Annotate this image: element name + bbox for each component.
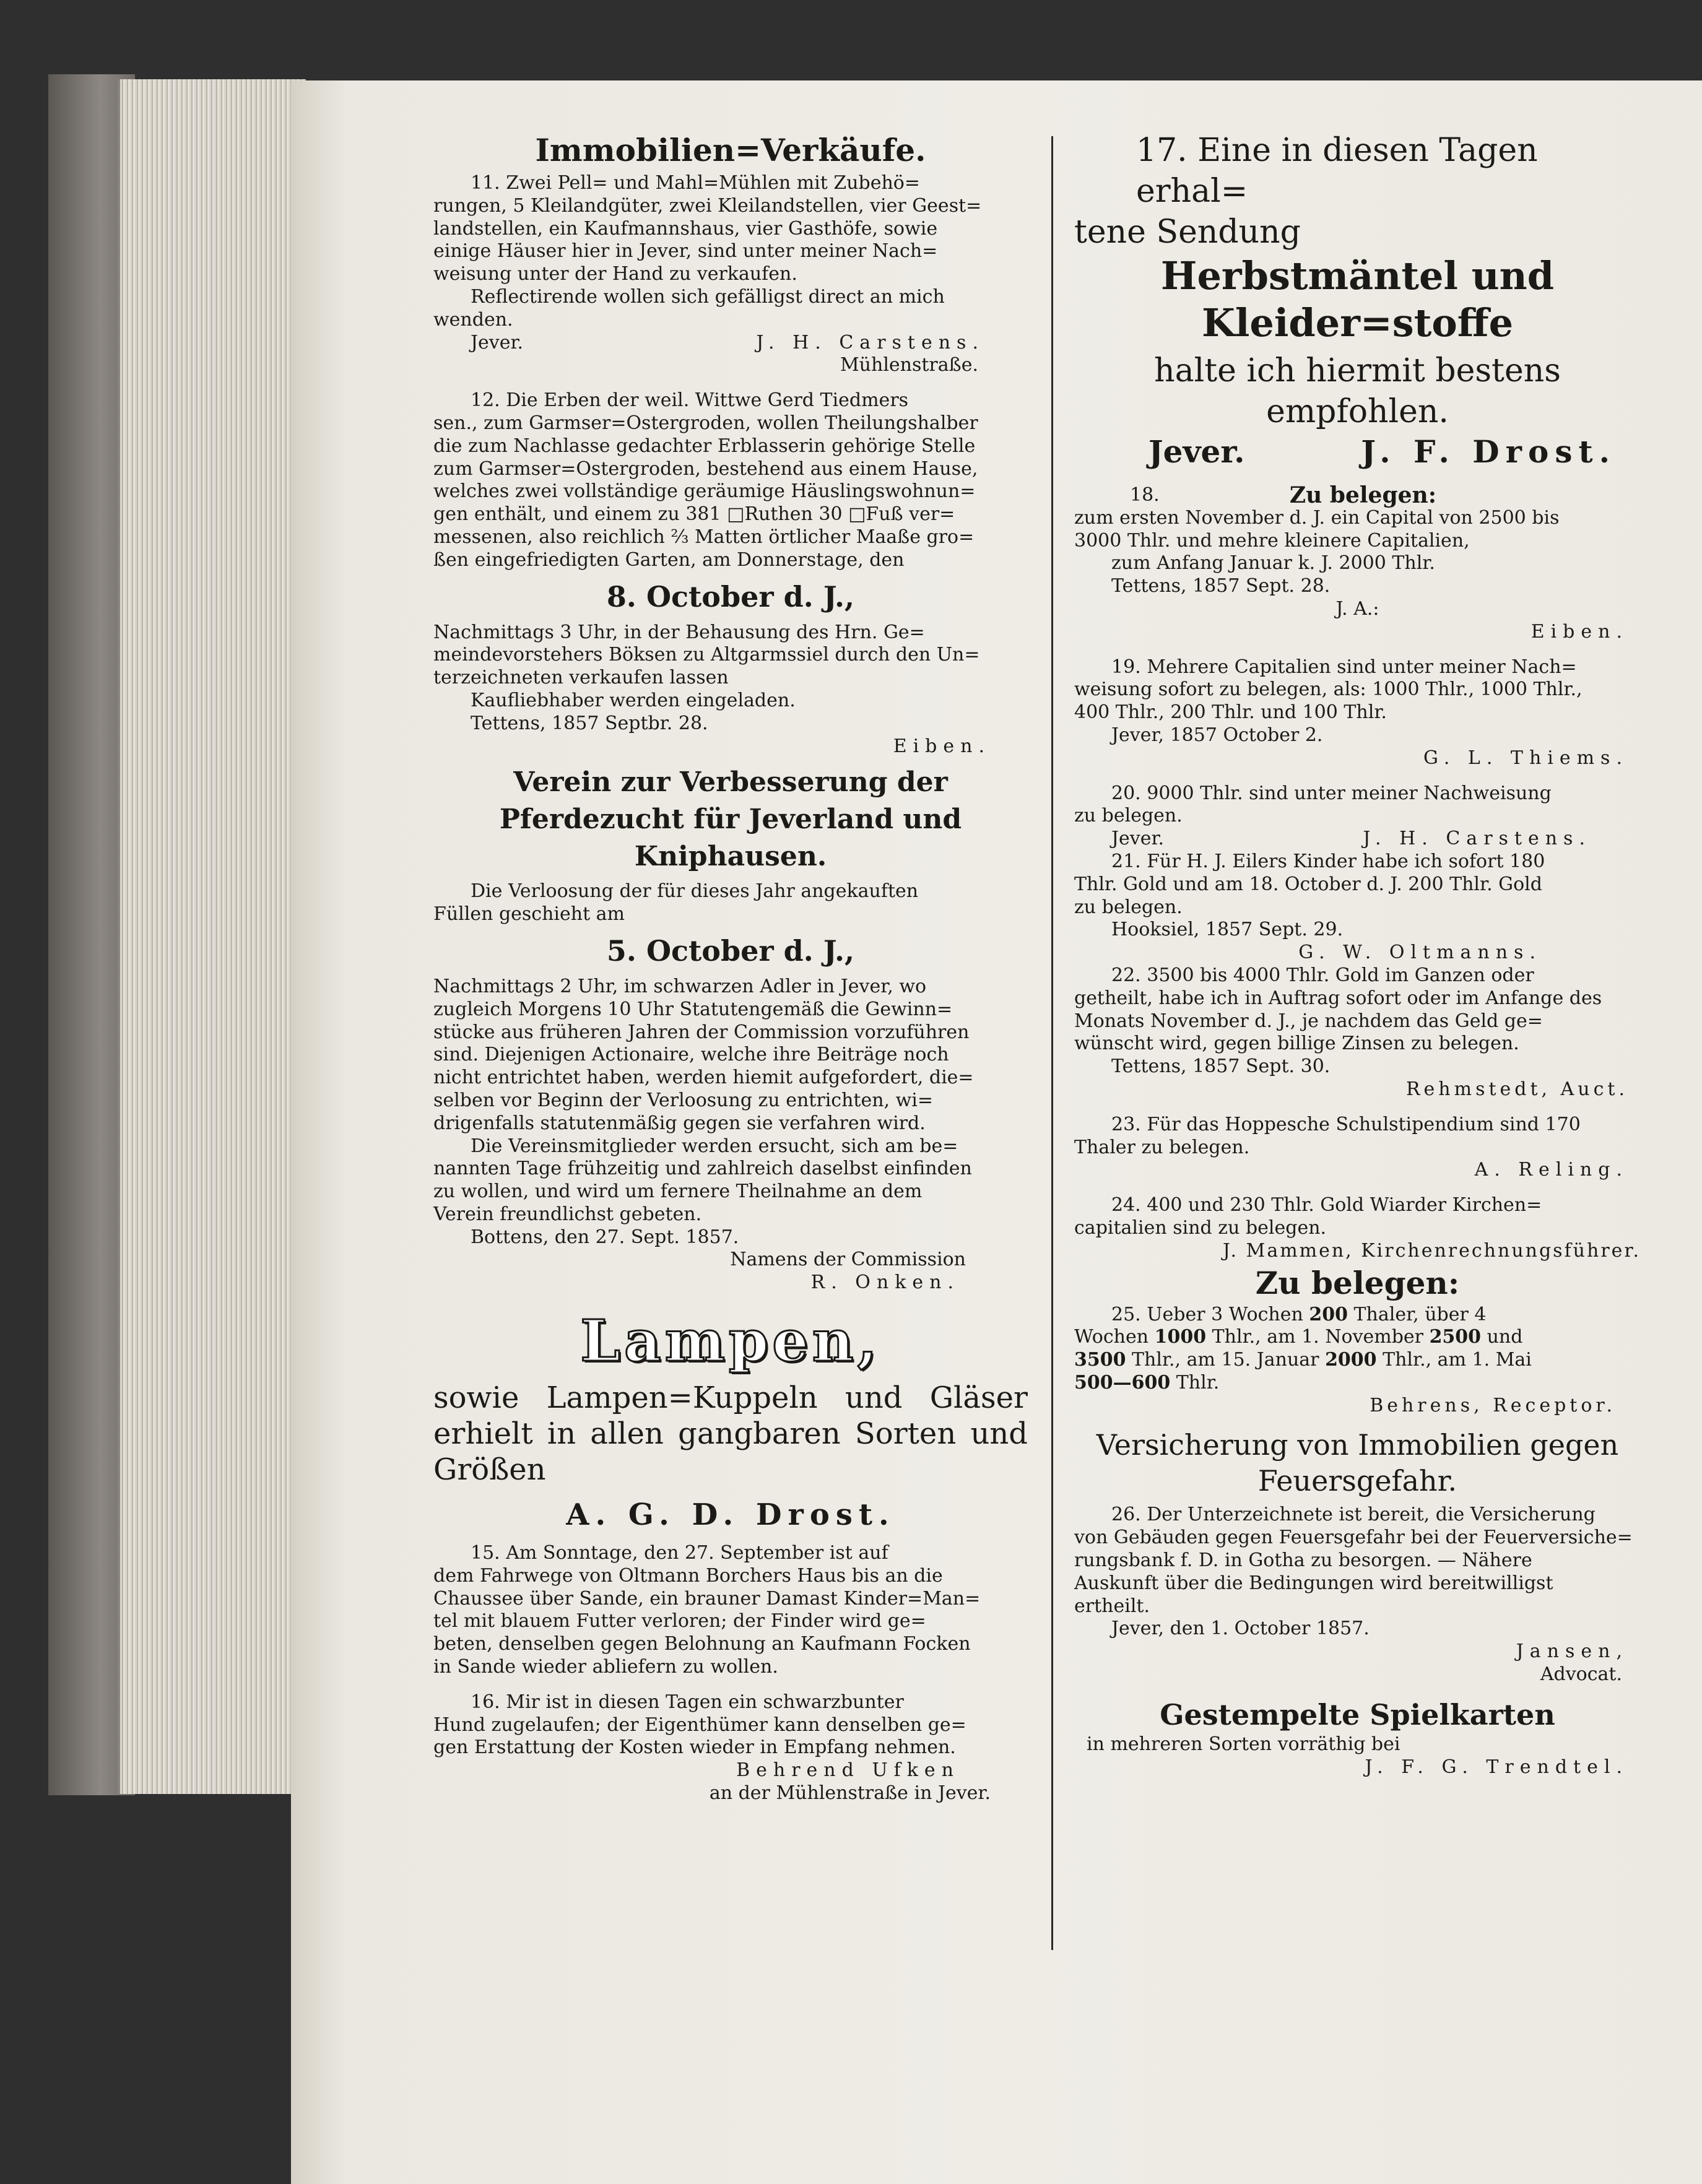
signature-row [1074, 432, 1641, 472]
text-line: 26. Der Unterzeichnete ist bereit, die Versicherung [1111, 1504, 1596, 1526]
text-line: 500—600 Thlr. [1074, 1371, 1220, 1393]
text-line: 25. Ueber 3 Wochen 200 Thaler, über 4 [1111, 1303, 1487, 1325]
left-column [433, 130, 1028, 1805]
text-line: zu belegen. [1074, 805, 1183, 827]
text-line: rungen, 5 Kleilandgüter, zwei Kleilandstellen, vier Geest= [433, 194, 982, 217]
ad-19 [1074, 656, 1641, 770]
text-line: Die Vereinsmitglieder werden ersucht, sich am be= [471, 1135, 958, 1157]
text-line: Verein freundlichst gebeten. [433, 1203, 702, 1225]
heading-verein: Verein zur Verbesserung der Pferdezucht für Jeverland und Kniphausen. [499, 766, 962, 873]
text-line: zu wollen, und wird um fernere Theilnahme an dem [433, 1181, 923, 1203]
text-line: Nachmittags 3 Uhr, in der Behausung des Hrn. Ge= [433, 621, 925, 643]
signature-line: Advocat. [1540, 1663, 1622, 1686]
signature: J. H. Carstens. [1363, 828, 1591, 850]
subheading: Zu belegen: [1289, 482, 1436, 508]
text-line: dem Fahrwege von Oltmann Borchers Haus bis an die [433, 1564, 943, 1587]
ad-11 [433, 172, 1028, 377]
date-heading: 8. October d. J., [606, 579, 855, 613]
ad-17 [1074, 130, 1641, 472]
text-line: getheilt, habe ich in Auftrag sofort oder im Anfange des [1074, 987, 1602, 1009]
text-line: selben vor Beginn der Verloosung zu entrichten, wi= [433, 1089, 934, 1111]
signature: G. W. Oltmanns. [1298, 942, 1542, 964]
text-line: 400 Thlr., 200 Thlr. und 100 Thlr. [1074, 701, 1387, 724]
text-line: die zum Nachlasse gedachter Erblasserin gehörige Stelle [433, 435, 976, 457]
ad-18-head [1074, 484, 1641, 507]
number: 18. [1130, 484, 1160, 506]
lampen-subheading: sowie Lampen=Kuppeln und Gläser erhielt in allen gangbaren Sorten und Größen [433, 1380, 1028, 1488]
text-line: zum ersten November d. J. ein Capital von 2500 bis [1074, 506, 1560, 529]
ad-15 [433, 1542, 1028, 1679]
signature: G. L. Thiems. [1423, 747, 1628, 769]
place: Jever. [471, 331, 524, 353]
ad-24 [1074, 1194, 1641, 1262]
text-line: Jever, 1857 October 2. [1111, 724, 1323, 746]
signature: J. F. G. Trendtel. [1365, 1756, 1628, 1778]
signature-line: Mühlenstraße. [840, 354, 978, 376]
text-line: in mehreren Sorten vorräthig bei [1087, 1733, 1400, 1755]
subheading: Zu belegen: [1255, 1264, 1460, 1301]
ad-16 [433, 1691, 1028, 1805]
text-line: gen enthält, und einem zu 381 □Ruthen 30 □Fuß ver= [433, 503, 955, 526]
text-line: zum Garmser=Ostergroden, bestehend aus einem Hause, [433, 457, 978, 480]
text-line: sen., zum Garmser=Ostergroden, wollen Theilungshalber [433, 412, 978, 434]
column-divider [1051, 136, 1053, 1950]
text-line: Monats November d. J., je nachdem das Geld ge= [1074, 1010, 1543, 1032]
ad-23 [1074, 1114, 1641, 1182]
lampen-signature: A. G. D. Drost. [566, 1497, 895, 1533]
place: Jever. [1148, 433, 1245, 470]
ad-26 [1074, 1504, 1641, 1686]
text-line: 22. 3500 bis 4000 Thlr. Gold im Ganzen oder [1111, 964, 1534, 986]
text-line: Jever, den 1. October 1857. [1111, 1618, 1370, 1640]
date-heading: 5. October d. J., [606, 934, 855, 968]
signature: J. Mammen, Kirchenrechnungsführer. [1222, 1239, 1641, 1262]
signature-line: J. A.: [1335, 597, 1379, 620]
text-line: Tettens, 1857 Sept. 28. [1111, 575, 1331, 597]
text-line: messenen, also reichlich ⅔ Matten örtlicher Maaße gro= [433, 526, 975, 548]
text-line: terzeichneten verkaufen lassen [433, 667, 729, 689]
signature: J. H. Carstens. [756, 331, 984, 353]
text-line: zugleich Morgens 10 Uhr Statutengemäß die Gewinn= [433, 998, 953, 1020]
text-line: Hooksiel, 1857 Sept. 29. [1111, 919, 1344, 941]
text-line: landstellen, ein Kaufmannshaus, vier Gasthöfe, sowie [433, 217, 938, 240]
signature-line: an der Mühlenstraße in Jever. [709, 1782, 991, 1805]
text-line: Auskunft über die Bedingungen wird bereitwilligst [1074, 1572, 1553, 1594]
text-line: 15. Am Sonntage, den 27. September ist auf [471, 1542, 888, 1564]
text-line: 24. 400 und 230 Thlr. Gold Wiarder Kirchen= [1111, 1194, 1542, 1216]
ad-25 [1074, 1263, 1641, 1418]
text-line: 12. Die Erben der weil. Wittwe Gerd Tiedmers [471, 389, 909, 412]
text-line: Thaler zu belegen. [1074, 1136, 1250, 1158]
text-line: drigenfalls statutenmäßig gegen sie verfahren wird. [433, 1112, 926, 1134]
text-line: 23. Für das Hoppesche Schulstipendium sind 170 [1111, 1113, 1581, 1135]
text-line: 3500 Thlr., am 15. Januar 2000 Thlr., am 1. Mai [1074, 1349, 1532, 1371]
ad-17-heading: Herbstmäntel und Kleider=stoffe [1160, 253, 1555, 345]
text-line: rungsbank f. D. in Gotha zu besorgen. — Nähere [1074, 1549, 1532, 1572]
text-line: wenden. [433, 308, 513, 331]
heading-versicherung: Versicherung von Immobilien gegen Feuersgefahr. [1096, 1428, 1619, 1498]
text-line: nannten Tage frühzeitig und zahlreich daselbst einfinden [433, 1158, 972, 1180]
text-line: Tettens, 1857 Sept. 30. [1111, 1055, 1331, 1078]
signature: Rehmstedt, Auct. [1405, 1078, 1628, 1100]
ad-18 [1074, 484, 1641, 644]
text-line: stücke aus früheren Jahren der Commission vorzuführen [433, 1021, 970, 1043]
text-line: Die Verloosung der für dieses Jahr angekauften [471, 880, 919, 903]
text-line: 19. Mehrere Capitalien sind unter meiner Nach= [1111, 656, 1577, 678]
text-line: 17. Eine in diesen Tagen erhal= [1136, 132, 1538, 210]
text-line: weisung sofort zu belegen, als: 1000 Thlr., 1000 Thlr., [1074, 678, 1583, 701]
page-edges [118, 79, 306, 1794]
text-line: ertheilt. [1074, 1595, 1150, 1617]
text-line: tene Sendung [1074, 214, 1301, 251]
ad-verein [433, 880, 1028, 1294]
text-line: wünscht wird, gegen billige Zinsen zu belegen. [1074, 1033, 1519, 1055]
text-line: Reflectirende wollen sich gefälligst direct an mich [471, 285, 945, 308]
text-line: capitalien sind zu belegen. [1074, 1216, 1327, 1239]
text-line: einige Häuser hier in Jever, sind unter meiner Nach= [433, 240, 938, 262]
text-line: Thlr. Gold und am 18. October d. J. 200 Thlr. Gold [1074, 873, 1542, 895]
text-line: weisung unter der Hand zu verkaufen. [433, 263, 797, 285]
signature: J. F. Drost. [1361, 433, 1616, 470]
text-line: tel mit blauem Futter verloren; der Finder wird ge= [433, 1610, 926, 1632]
text-line: Tettens, 1857 Septbr. 28. [471, 712, 708, 734]
text-line: zu belegen. [1074, 896, 1183, 918]
text-line: Kaufliebhaber werden eingeladen. [471, 689, 796, 711]
signature-row [433, 332, 1028, 355]
lampen-heading: Lampen, [580, 1307, 881, 1375]
heading-immobilien: Immobilien=Verkäufe. [535, 132, 926, 168]
signature: R. Onken. [810, 1272, 960, 1294]
signature: A. Reling. [1474, 1159, 1628, 1181]
signature: Eiben. [1530, 620, 1628, 643]
signature: Behrens, Receptor. [1370, 1394, 1616, 1416]
text-line: 21. Für H. J. Eilers Kinder habe ich sofort 180 [1111, 850, 1545, 872]
text-line: beten, denselben gegen Belohnung an Kaufmann Focken [433, 1633, 971, 1655]
ad-21 [1074, 851, 1641, 964]
signature: Jansen, [1516, 1640, 1628, 1663]
text-line: 16. Mir ist in diesen Tagen ein schwarzbunter [471, 1691, 904, 1713]
text-line: welches zwei vollständige geräumige Häuslingswohnun= [433, 480, 976, 503]
place: Jever. [1111, 828, 1165, 850]
signature: Behrend Ufken [736, 1759, 960, 1782]
text-line: zum Anfang Januar k. J. 2000 Thlr. [1111, 552, 1435, 574]
text-line: Hund zugelaufen; der Eigenthümer kann denselben ge= [433, 1714, 966, 1736]
text-line: gen Erstattung der Kosten wieder in Empfang nehmen. [433, 1736, 956, 1759]
text-line: 20. 9000 Thlr. sind unter meiner Nachweisung [1111, 782, 1552, 804]
ad-20 [1074, 782, 1641, 851]
text-line: nicht entrichtet haben, werden hiemit aufgefordert, die= [433, 1067, 974, 1089]
text-line: halte ich hiermit bestens empfohlen. [1154, 352, 1561, 430]
signature-line: Namens der Commission [730, 1249, 966, 1271]
text-line: Wochen 1000 Thlr., am 1. November 2500 und [1074, 1326, 1523, 1348]
text-line: meindevorstehers Böksen zu Altgarmssiel durch den Un= [433, 644, 980, 666]
right-column [1074, 130, 1641, 1779]
text-line: Nachmittags 2 Uhr, im schwarzen Adler in Jever, wo [433, 975, 927, 997]
text-line: 3000 Thlr. und mehre kleinere Capitalien, [1074, 529, 1470, 552]
text-line: von Gebäuden gegen Feuersgefahr bei der Feuerversiche= [1074, 1527, 1633, 1549]
ad-22 [1074, 964, 1641, 1101]
text-line: ßen eingefriedigten Garten, am Donnerstage, den [433, 548, 905, 571]
signature: Eiben. [893, 735, 991, 757]
text-line: Füllen geschieht am [433, 903, 625, 925]
text-line: Bottens, den 27. Sept. 1857. [471, 1226, 739, 1248]
heading-spielkarten: Gestempelte Spielkarten [1160, 1697, 1555, 1731]
text-line: Chaussee über Sande, ein brauner Damast Kinder=Man= [433, 1587, 981, 1610]
ad-12 [433, 389, 1028, 758]
text-line: sind. Diejenigen Actionaire, welche ihre Beiträge noch [433, 1044, 949, 1066]
text-line: in Sande wieder abliefern zu wollen. [433, 1656, 778, 1678]
signature-row [1074, 828, 1641, 851]
text-line: 11. Zwei Pell= und Mahl=Mühlen mit Zubehö= [471, 172, 920, 194]
